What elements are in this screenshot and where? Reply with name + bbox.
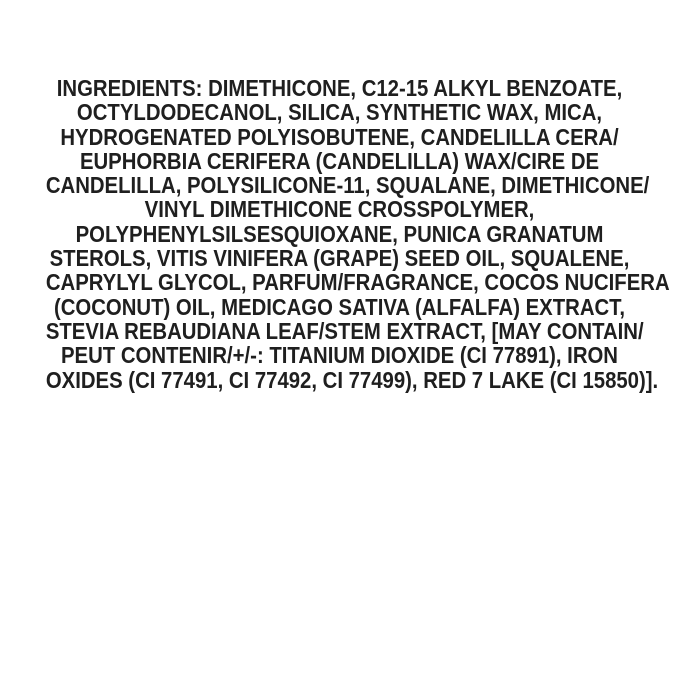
ingredient-line: POLYPHENYLSILSESQUIOXANE, PUNICA GRANATUM — [75, 220, 604, 247]
ingredient-line: EUPHORBIA CERIFERA (CANDELILLA) WAX/CIRE DE — [79, 147, 600, 174]
ingredient-line: OCTYLDODECANOL, SILICA, SYNTHETIC WAX, MICA, — [76, 99, 603, 126]
ingredient-line: VINYL DIMETHICONE CROSSPOLYMER, — [144, 196, 535, 223]
ingredient-line: INGREDIENTS: DIMETHICONE, C12-15 ALKYL BENZOATE, — [56, 75, 623, 101]
ingredient-line: (COCONUT) OIL, MEDICAGO SATIVA (ALFALFA) EXTRACT, — [53, 293, 626, 320]
ingredient-line: CANDELILLA, POLYSILICONE-11, SQUALANE, DIMETHICONE/ — [45, 172, 650, 199]
ingredient-line: STEROLS, VITIS VINIFERA (GRAPE) SEED OIL, SQUALENE, — [49, 245, 630, 272]
ingredient-line: CAPRYLYL GLYCOL, PARFUM/FRAGRANCE, COCOS NUCIFERA — [45, 269, 670, 296]
ingredient-line: PEUT CONTENIR/+/-: TITANIUM DIOXIDE (CI 77891), IRON — [60, 342, 618, 369]
ingredients-text-block — [45, 75, 670, 393]
ingredient-line: HYDROGENATED POLYISOBUTENE, CANDELILLA CERA/ — [60, 123, 619, 150]
ingredient-line: OXIDES (CI 77491, CI 77492, CI 77499), RED 7 LAKE (CI 15850)]. — [45, 366, 659, 393]
ingredient-line: STEVIA REBAUDIANA LEAF/STEM EXTRACT, [MAY CONTAIN/ — [45, 317, 644, 344]
